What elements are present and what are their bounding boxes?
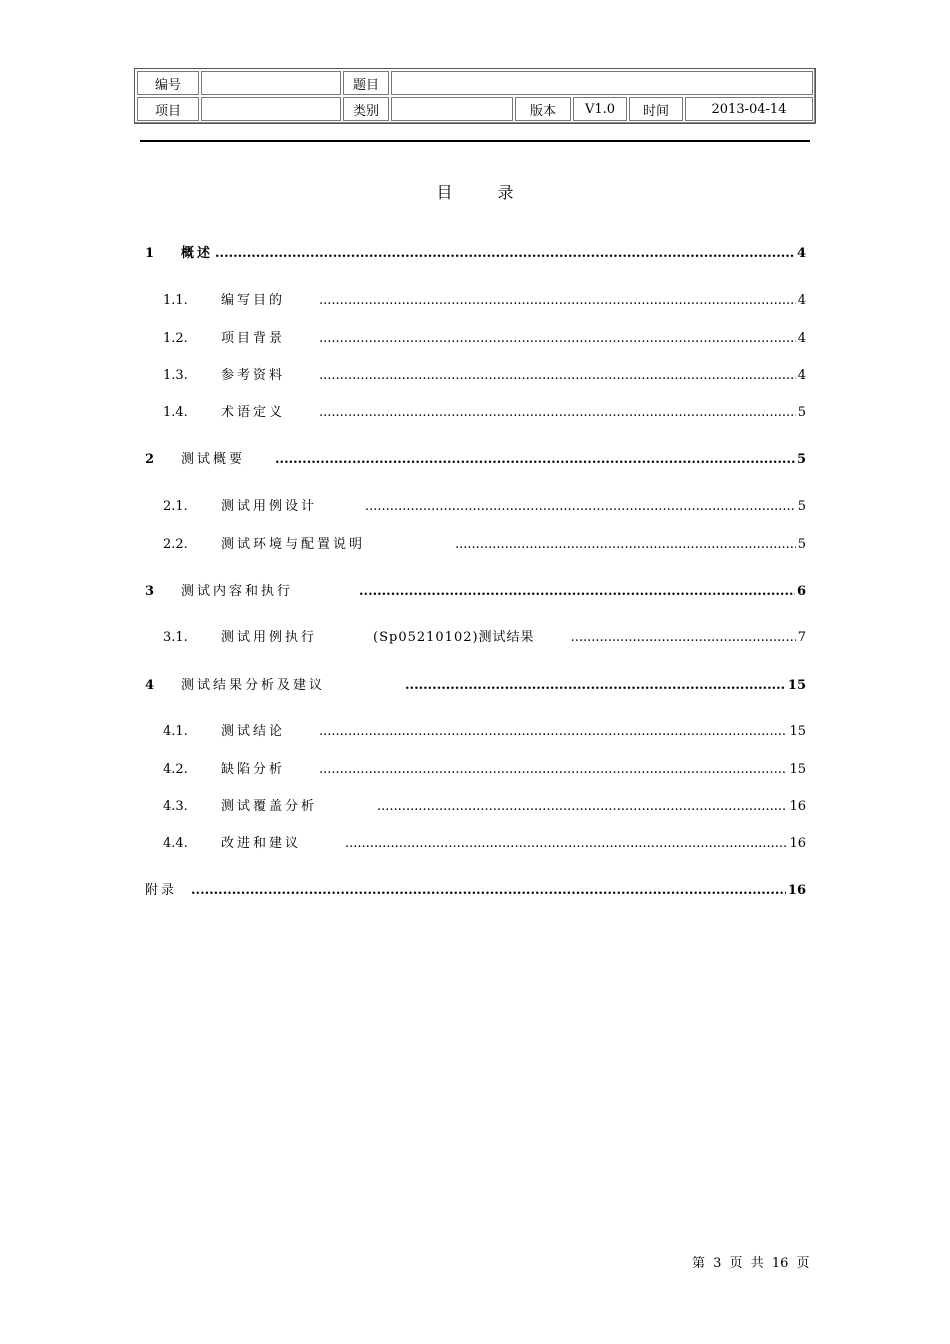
toc-text: 测试概要 [181, 452, 246, 467]
header-row-1 [137, 71, 813, 95]
toc-page: 16 [789, 799, 806, 814]
toc-leader [191, 883, 786, 898]
toc-page: 16 [789, 836, 806, 851]
value-title [391, 71, 813, 95]
toc-number: 2 [145, 452, 155, 467]
toc-entry[interactable] [145, 580, 806, 599]
header-row-2 [137, 97, 813, 121]
toc-leader [345, 836, 787, 851]
label-project: 项目 [137, 97, 199, 121]
toc-leader [215, 246, 795, 261]
footer-mid: 页 共 [729, 1256, 764, 1271]
toc-entry[interactable] [145, 289, 806, 308]
footer-current-page: 3 [713, 1256, 722, 1271]
toc-leader [319, 331, 796, 346]
toc-text: 测试覆盖分析 [221, 799, 318, 814]
toc-text: 测试用例执行 [221, 630, 318, 645]
toc-text: 术语定义 [221, 405, 286, 420]
toc-page: 16 [787, 883, 806, 898]
toc-page: 4 [797, 368, 806, 383]
toc-entry[interactable] [145, 674, 806, 693]
toc-title: 目 录 [436, 183, 534, 202]
toc-number: 2.2. [163, 537, 188, 552]
document-header-table [134, 68, 816, 124]
footer-prefix: 第 [692, 1256, 706, 1271]
toc-page: 4 [797, 331, 806, 346]
toc-page: 15 [789, 724, 806, 739]
toc-entry[interactable] [145, 720, 806, 739]
footer-suffix: 页 [796, 1256, 810, 1271]
toc-entry[interactable] [145, 401, 806, 420]
toc-number: 4.2. [163, 762, 188, 777]
toc-number: 2.1. [163, 499, 188, 514]
toc-entry[interactable] [145, 533, 806, 552]
toc-number: 1 [145, 246, 155, 261]
label-time: 时间 [629, 97, 683, 121]
label-category: 类别 [343, 97, 389, 121]
toc-number: 4.1. [163, 724, 188, 739]
label-id: 编号 [137, 71, 199, 95]
toc-text: 测试环境与配置说明 [221, 537, 366, 552]
value-project [201, 97, 341, 121]
toc-text: 测试结果分析及建议 [181, 678, 326, 693]
toc-leader [455, 537, 796, 552]
toc-page: 5 [797, 405, 806, 420]
toc-text: 项目背景 [221, 331, 286, 346]
toc-text: 附录 [145, 883, 178, 898]
toc-text: 改进和建议 [221, 836, 302, 851]
toc-entry[interactable] [145, 364, 806, 383]
toc-number: 4.4. [163, 836, 188, 851]
toc-entry[interactable] [145, 879, 806, 898]
toc-text-code: (Sp05210102)测试结果 [373, 630, 535, 645]
page-footer [692, 1252, 810, 1271]
value-time: 2013-04-14 [685, 97, 813, 121]
toc-text: 参考资料 [221, 368, 286, 383]
label-version: 版本 [515, 97, 571, 121]
toc-page: 5 [796, 452, 806, 467]
toc-text: 测试结论 [221, 724, 286, 739]
toc-entry[interactable] [145, 327, 806, 346]
toc-text: 编写目的 [221, 293, 286, 308]
toc-number: 1.1. [163, 293, 188, 308]
toc-entry[interactable] [145, 832, 806, 851]
toc-page: 5 [797, 537, 806, 552]
toc-leader [377, 799, 787, 814]
toc-leader [365, 499, 796, 514]
toc-page: 7 [797, 630, 806, 645]
toc-page: 15 [789, 762, 806, 777]
toc-leader [319, 405, 796, 420]
toc-text: 缺陷分析 [221, 762, 286, 777]
toc-leader [359, 584, 795, 599]
toc-number: 3.1. [163, 630, 188, 645]
toc-leader [319, 368, 796, 383]
toc-entry[interactable] [145, 495, 806, 514]
toc-page: 4 [796, 246, 806, 261]
toc-number: 4 [145, 678, 155, 693]
toc-page: 15 [787, 678, 806, 693]
header-rule [140, 140, 810, 142]
toc-leader [275, 452, 795, 467]
toc-leader [319, 293, 796, 308]
toc-text: 概述 [181, 246, 214, 261]
toc-leader [405, 678, 786, 693]
toc-leader [319, 724, 787, 739]
toc-leader [319, 762, 787, 777]
toc-entry[interactable] [145, 448, 806, 467]
toc-entry[interactable] [145, 242, 806, 261]
toc-page: 5 [797, 499, 806, 514]
toc-entry[interactable] [145, 795, 806, 814]
toc-number: 1.4. [163, 405, 188, 420]
toc-number: 1.3. [163, 368, 188, 383]
value-version: V1.0 [573, 97, 627, 121]
toc-page: 6 [796, 584, 806, 599]
footer-total-pages: 16 [771, 1256, 789, 1271]
value-category [391, 97, 513, 121]
toc-entry[interactable] [145, 626, 806, 645]
toc-number: 1.2. [163, 331, 188, 346]
toc-text: 测试内容和执行 [181, 584, 294, 599]
toc-entry[interactable] [145, 758, 806, 777]
value-id [201, 71, 341, 95]
toc-number: 3 [145, 584, 155, 599]
toc-number: 4.3. [163, 799, 188, 814]
label-title: 题目 [343, 71, 389, 95]
toc-leader [571, 630, 796, 645]
toc-text: 测试用例设计 [221, 499, 318, 514]
toc-page: 4 [797, 293, 806, 308]
